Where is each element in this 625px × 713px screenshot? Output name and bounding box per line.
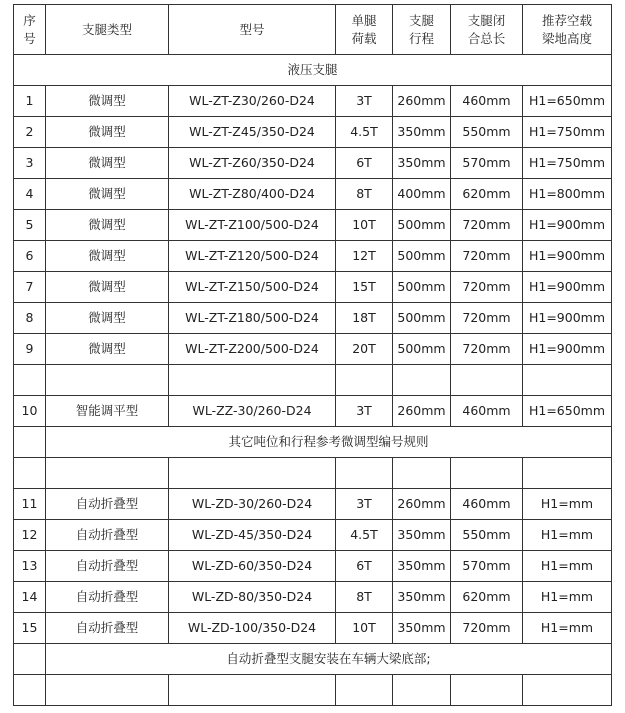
blank-cell: [169, 458, 336, 489]
cell-no: 15: [14, 613, 46, 644]
blank-cell: [451, 675, 523, 706]
cell-closed: 460mm: [451, 489, 523, 520]
blank-cell: [14, 675, 46, 706]
cell-no: 2: [14, 117, 46, 148]
cell-stroke: 500mm: [393, 210, 451, 241]
cell-type: 微调型: [46, 272, 169, 303]
header-model: 型号: [169, 5, 336, 55]
cell-closed: 550mm: [451, 117, 523, 148]
cell-no: 6: [14, 241, 46, 272]
cell-height: H1=mm: [523, 551, 612, 582]
blank-row: [14, 675, 612, 706]
cell-stroke: 500mm: [393, 272, 451, 303]
cell-model: WL-ZT-Z200/500-D24: [169, 334, 336, 365]
blank-cell: [46, 675, 169, 706]
cell-load: 3T: [336, 396, 393, 427]
blank-cell: [393, 675, 451, 706]
cell-model: WL-ZT-Z120/500-D24: [169, 241, 336, 272]
blank-cell: [451, 458, 523, 489]
cell-type: 微调型: [46, 303, 169, 334]
cell-load: 12T: [336, 241, 393, 272]
cell-load: 10T: [336, 613, 393, 644]
table-row: [14, 520, 612, 551]
cell-type: 微调型: [46, 148, 169, 179]
cell-load: 3T: [336, 489, 393, 520]
cell-model: WL-ZT-Z60/350-D24: [169, 148, 336, 179]
note-row-other-tonnage: [14, 427, 612, 458]
blank-cell: [451, 365, 523, 396]
table-row: [14, 334, 612, 365]
blank-cell: [523, 675, 612, 706]
blank-cell: [46, 365, 169, 396]
blank-row: [14, 458, 612, 489]
cell-stroke: 350mm: [393, 520, 451, 551]
cell-stroke: 500mm: [393, 303, 451, 334]
cell-type: 微调型: [46, 117, 169, 148]
section-title-hydraulic: 液压支腿: [14, 55, 612, 86]
cell-model: WL-ZT-Z80/400-D24: [169, 179, 336, 210]
cell-stroke: 400mm: [393, 179, 451, 210]
cell-height: H1=mm: [523, 582, 612, 613]
cell-stroke: 500mm: [393, 241, 451, 272]
cell-stroke: 350mm: [393, 582, 451, 613]
cell-type: 智能调平型: [46, 396, 169, 427]
cell-height: H1=mm: [523, 489, 612, 520]
note-blank-cell: [14, 644, 46, 675]
cell-type: 自动折叠型: [46, 582, 169, 613]
cell-stroke: 350mm: [393, 148, 451, 179]
header-stroke: 支腿 行程: [393, 5, 451, 55]
cell-model: WL-ZD-100/350-D24: [169, 613, 336, 644]
cell-type: 自动折叠型: [46, 520, 169, 551]
cell-no: 9: [14, 334, 46, 365]
cell-closed: 460mm: [451, 86, 523, 117]
cell-height: H1=mm: [523, 613, 612, 644]
cell-type: 自动折叠型: [46, 489, 169, 520]
note-text: 其它吨位和行程参考微调型编号规则: [46, 427, 612, 458]
cell-no: 11: [14, 489, 46, 520]
cell-load: 4.5T: [336, 117, 393, 148]
cell-height: H1=800mm: [523, 179, 612, 210]
cell-model: WL-ZZ-30/260-D24: [169, 396, 336, 427]
cell-closed: 460mm: [451, 396, 523, 427]
note-row-folding: [14, 644, 612, 675]
cell-load: 6T: [336, 148, 393, 179]
blank-cell: [14, 365, 46, 396]
cell-closed: 570mm: [451, 148, 523, 179]
cell-type: 微调型: [46, 241, 169, 272]
cell-type: 自动折叠型: [46, 613, 169, 644]
cell-stroke: 350mm: [393, 117, 451, 148]
cell-height: H1=650mm: [523, 396, 612, 427]
cell-closed: 570mm: [451, 551, 523, 582]
blank-cell: [393, 365, 451, 396]
cell-no: 14: [14, 582, 46, 613]
cell-height: H1=900mm: [523, 241, 612, 272]
section-row-hydraulic: [14, 55, 612, 86]
cell-model: WL-ZT-Z45/350-D24: [169, 117, 336, 148]
table-row: [14, 210, 612, 241]
cell-type: 微调型: [46, 86, 169, 117]
table-row: [14, 148, 612, 179]
table-row: [14, 582, 612, 613]
cell-no: 3: [14, 148, 46, 179]
cell-no: 5: [14, 210, 46, 241]
cell-type: 微调型: [46, 334, 169, 365]
cell-model: WL-ZT-Z100/500-D24: [169, 210, 336, 241]
cell-model: WL-ZT-Z30/260-D24: [169, 86, 336, 117]
outrigger-spec-table: [13, 4, 612, 706]
cell-model: WL-ZD-30/260-D24: [169, 489, 336, 520]
cell-model: WL-ZT-Z180/500-D24: [169, 303, 336, 334]
cell-load: 8T: [336, 582, 393, 613]
cell-no: 12: [14, 520, 46, 551]
header-type: 支腿类型: [46, 5, 169, 55]
cell-load: 18T: [336, 303, 393, 334]
cell-height: H1=900mm: [523, 334, 612, 365]
cell-load: 8T: [336, 179, 393, 210]
cell-no: 8: [14, 303, 46, 334]
header-row: [14, 5, 612, 55]
table-row: [14, 613, 612, 644]
cell-closed: 550mm: [451, 520, 523, 551]
blank-cell: [14, 458, 46, 489]
cell-height: H1=750mm: [523, 148, 612, 179]
blank-cell: [523, 365, 612, 396]
table-row: [14, 272, 612, 303]
table-row: [14, 179, 612, 210]
cell-closed: 720mm: [451, 210, 523, 241]
cell-type: 自动折叠型: [46, 551, 169, 582]
cell-model: WL-ZD-80/350-D24: [169, 582, 336, 613]
cell-height: H1=mm: [523, 520, 612, 551]
cell-closed: 720mm: [451, 334, 523, 365]
cell-closed: 720mm: [451, 613, 523, 644]
cell-model: WL-ZD-60/350-D24: [169, 551, 336, 582]
note-blank-cell: [14, 427, 46, 458]
cell-no: 4: [14, 179, 46, 210]
cell-stroke: 260mm: [393, 396, 451, 427]
cell-no: 1: [14, 86, 46, 117]
table-row: [14, 86, 612, 117]
header-recommended-height: 推荐空载 梁地高度: [523, 5, 612, 55]
cell-height: H1=900mm: [523, 303, 612, 334]
cell-no: 13: [14, 551, 46, 582]
cell-load: 6T: [336, 551, 393, 582]
cell-height: H1=900mm: [523, 210, 612, 241]
cell-height: H1=900mm: [523, 272, 612, 303]
blank-cell: [393, 458, 451, 489]
blank-cell: [169, 365, 336, 396]
header-closed-length: 支腿闭 合总长: [451, 5, 523, 55]
cell-load: 10T: [336, 210, 393, 241]
cell-closed: 720mm: [451, 303, 523, 334]
cell-height: H1=750mm: [523, 117, 612, 148]
cell-no: 7: [14, 272, 46, 303]
blank-cell: [523, 458, 612, 489]
cell-stroke: 260mm: [393, 86, 451, 117]
cell-stroke: 260mm: [393, 489, 451, 520]
cell-load: 15T: [336, 272, 393, 303]
cell-model: WL-ZT-Z150/500-D24: [169, 272, 336, 303]
cell-stroke: 350mm: [393, 551, 451, 582]
cell-stroke: 500mm: [393, 334, 451, 365]
blank-row: [14, 365, 612, 396]
note-text: 自动折叠型支腿安装在车辆大梁底部;: [46, 644, 612, 675]
table-row: [14, 241, 612, 272]
blank-cell: [46, 458, 169, 489]
blank-cell: [336, 365, 393, 396]
header-load: 单腿 荷载: [336, 5, 393, 55]
table-row: [14, 489, 612, 520]
cell-load: 4.5T: [336, 520, 393, 551]
blank-cell: [169, 675, 336, 706]
cell-height: H1=650mm: [523, 86, 612, 117]
cell-closed: 620mm: [451, 582, 523, 613]
cell-closed: 720mm: [451, 272, 523, 303]
cell-stroke: 350mm: [393, 613, 451, 644]
cell-model: WL-ZD-45/350-D24: [169, 520, 336, 551]
table-row: [14, 551, 612, 582]
cell-no: 10: [14, 396, 46, 427]
cell-closed: 720mm: [451, 241, 523, 272]
blank-cell: [336, 458, 393, 489]
table-row: [14, 303, 612, 334]
header-no: 序 号: [14, 5, 46, 55]
cell-closed: 620mm: [451, 179, 523, 210]
blank-cell: [336, 675, 393, 706]
cell-type: 微调型: [46, 210, 169, 241]
table-row: [14, 396, 612, 427]
cell-load: 3T: [336, 86, 393, 117]
spec-table-container: [13, 4, 612, 706]
cell-load: 20T: [336, 334, 393, 365]
table-row: [14, 117, 612, 148]
cell-type: 微调型: [46, 179, 169, 210]
